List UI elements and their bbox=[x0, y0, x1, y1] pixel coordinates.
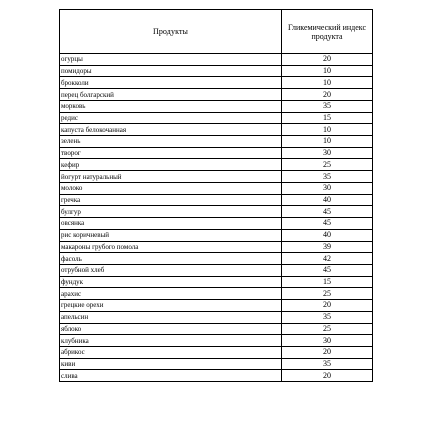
glycemic-index-cell: 35 bbox=[282, 171, 373, 183]
product-name-cell: гречка bbox=[60, 194, 282, 206]
table-row bbox=[60, 182, 373, 194]
glycemic-index-cell: 45 bbox=[282, 264, 373, 276]
product-name-cell: морковь bbox=[60, 100, 282, 112]
product-name-cell: грецкие орехи bbox=[60, 300, 282, 312]
table-body bbox=[60, 54, 373, 382]
glycemic-index-cell: 20 bbox=[282, 54, 373, 66]
header-glycemic-index: Гликемический индекс продукта bbox=[282, 10, 373, 54]
table-row bbox=[60, 112, 373, 124]
table-row bbox=[60, 100, 373, 112]
glycemic-index-cell: 35 bbox=[282, 100, 373, 112]
table-row bbox=[60, 159, 373, 171]
glycemic-index-cell: 40 bbox=[282, 229, 373, 241]
glycemic-index-cell: 35 bbox=[282, 311, 373, 323]
glycemic-index-cell: 25 bbox=[282, 323, 373, 335]
table-row bbox=[60, 335, 373, 347]
table-row bbox=[60, 229, 373, 241]
table-row bbox=[60, 358, 373, 370]
glycemic-index-cell: 25 bbox=[282, 159, 373, 171]
product-name-cell: слива bbox=[60, 370, 282, 382]
product-name-cell: фундук bbox=[60, 276, 282, 288]
table-row bbox=[60, 218, 373, 230]
glycemic-index-cell: 40 bbox=[282, 194, 373, 206]
table-row bbox=[60, 300, 373, 312]
table-row bbox=[60, 194, 373, 206]
product-name-cell: киви bbox=[60, 358, 282, 370]
glycemic-index-table bbox=[59, 9, 373, 382]
table-row bbox=[60, 206, 373, 218]
product-name-cell: перец болгарский bbox=[60, 89, 282, 101]
glycemic-index-cell: 39 bbox=[282, 241, 373, 253]
glycemic-index-cell: 30 bbox=[282, 182, 373, 194]
glycemic-index-cell: 10 bbox=[282, 65, 373, 77]
glycemic-index-cell: 10 bbox=[282, 136, 373, 148]
product-name-cell: брокколи bbox=[60, 77, 282, 89]
glycemic-index-cell: 20 bbox=[282, 346, 373, 358]
table-row bbox=[60, 253, 373, 265]
table-row bbox=[60, 276, 373, 288]
product-name-cell: рис коричневый bbox=[60, 229, 282, 241]
table-row bbox=[60, 370, 373, 382]
table-row bbox=[60, 147, 373, 159]
table-row bbox=[60, 77, 373, 89]
product-name-cell: помидоры bbox=[60, 65, 282, 77]
table-row bbox=[60, 264, 373, 276]
table-row bbox=[60, 323, 373, 335]
table-row bbox=[60, 288, 373, 300]
product-name-cell: апельсин bbox=[60, 311, 282, 323]
product-name-cell: булгур bbox=[60, 206, 282, 218]
glycemic-index-cell: 45 bbox=[282, 206, 373, 218]
table-row bbox=[60, 346, 373, 358]
product-name-cell: кефир bbox=[60, 159, 282, 171]
product-name-cell: арахис bbox=[60, 288, 282, 300]
product-name-cell: творог bbox=[60, 147, 282, 159]
table-row bbox=[60, 89, 373, 101]
glycemic-index-cell: 45 bbox=[282, 218, 373, 230]
glycemic-index-cell: 35 bbox=[282, 358, 373, 370]
table-row bbox=[60, 311, 373, 323]
product-name-cell: йогурт натуральный bbox=[60, 171, 282, 183]
table-row bbox=[60, 124, 373, 136]
glycemic-index-cell: 30 bbox=[282, 147, 373, 159]
table-header bbox=[60, 10, 373, 54]
product-name-cell: редис bbox=[60, 112, 282, 124]
product-name-cell: отрубной хлеб bbox=[60, 264, 282, 276]
product-name-cell: капуста белокочанная bbox=[60, 124, 282, 136]
glycemic-index-cell: 20 bbox=[282, 300, 373, 312]
table-row bbox=[60, 136, 373, 148]
product-name-cell: клубника bbox=[60, 335, 282, 347]
glycemic-index-cell: 20 bbox=[282, 89, 373, 101]
product-name-cell: яблоко bbox=[60, 323, 282, 335]
header-row bbox=[60, 10, 373, 54]
table-row bbox=[60, 65, 373, 77]
product-name-cell: огурцы bbox=[60, 54, 282, 66]
glycemic-index-cell: 20 bbox=[282, 370, 373, 382]
table-row bbox=[60, 171, 373, 183]
product-name-cell: молоко bbox=[60, 182, 282, 194]
glycemic-index-cell: 10 bbox=[282, 124, 373, 136]
glycemic-index-cell: 10 bbox=[282, 77, 373, 89]
glycemic-index-cell: 25 bbox=[282, 288, 373, 300]
product-name-cell: абрикос bbox=[60, 346, 282, 358]
table-row bbox=[60, 54, 373, 66]
product-name-cell: макароны грубого помола bbox=[60, 241, 282, 253]
glycemic-index-cell: 42 bbox=[282, 253, 373, 265]
glycemic-index-cell: 15 bbox=[282, 112, 373, 124]
header-products: Продукты bbox=[60, 10, 282, 54]
product-name-cell: зелень bbox=[60, 136, 282, 148]
glycemic-index-cell: 30 bbox=[282, 335, 373, 347]
table-row bbox=[60, 241, 373, 253]
product-name-cell: фасоль bbox=[60, 253, 282, 265]
glycemic-index-cell: 15 bbox=[282, 276, 373, 288]
product-name-cell: овсянка bbox=[60, 218, 282, 230]
